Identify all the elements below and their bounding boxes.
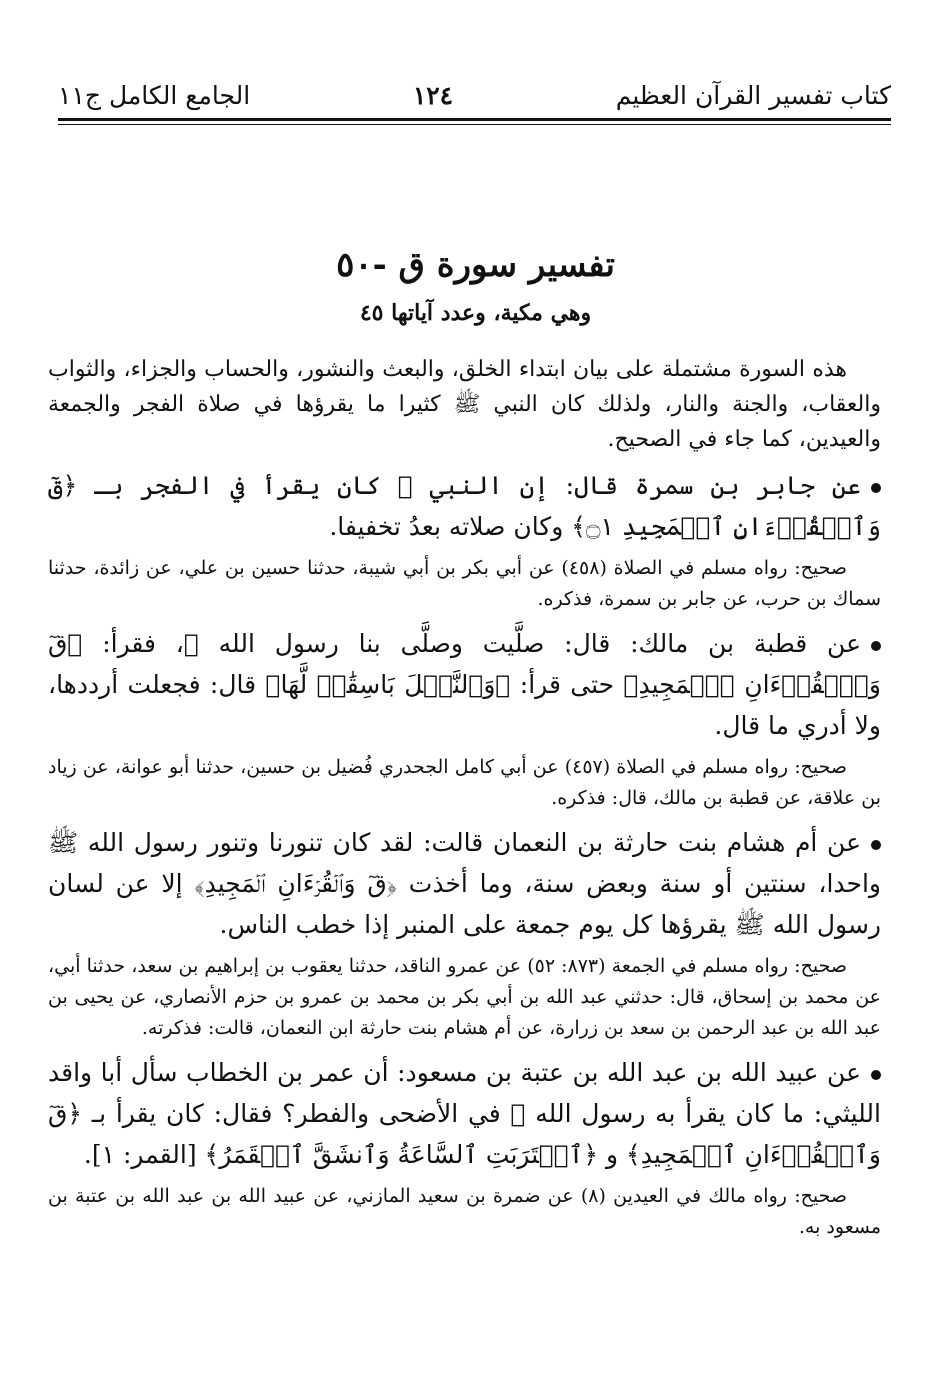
hadith-2	[48, 623, 881, 746]
book-title: كتاب تفسير القرآن العظيم	[615, 80, 891, 110]
bullet-icon	[871, 641, 881, 651]
header-rule-thick	[58, 118, 891, 121]
hadith-text: عن جابر بن سمرة قال: إن النبي ﷺ كان يقرأ في الفجر بـ ﴿قٓ وَٱلۡقُرۡءَانِ ٱلۡمَجِيدِ ۝١﴾ وكان صلاته بعدُ تخفيفا.	[48, 471, 881, 541]
header-rule-thin	[58, 124, 891, 125]
hadith-1	[48, 465, 881, 547]
hadith-2-reference: صحيح: رواه مسلم في الصلاة (٤٥٧) عن أبي كامل الجحدري فُضيل بن حسين، حدثنا أبو عوانة، عن زياد بن علاقة، عن قطبة بن مالك، قال: فذكره.	[48, 756, 881, 809]
bullet-icon	[871, 1070, 881, 1080]
hadith-4	[48, 1052, 881, 1175]
hadith-text: عن أم هشام بنت حارثة بن النعمان قالت: لقد كان تنورنا وتنور رسول الله ﷺ واحدا، سنتين أو سنة وبعض سنة، وما أخذت ﴿قٓ وَٱلۡقُرۡءَانِ ٱلۡمَجِيدِ﴾ إلا عن لسان رسول الله ﷺ يقرؤها كل يوم جمعة على المنبر إذا خطب الناس.	[48, 828, 881, 939]
surah-title: تفسير سورة ق -٥٠	[336, 245, 615, 285]
bullet-icon	[871, 840, 881, 850]
hadith-3	[48, 822, 881, 945]
hadith-4-reference: صحيح: رواه مالك في العيدين (٨) عن ضمرة بن سعيد المازني، عن عبيد الله بن عبد الله بن عتبة بن مسعود به.	[48, 1185, 881, 1238]
surah-subtitle: وهي مكية، وعدد آياتها ٤٥	[359, 300, 592, 326]
hadith-1-reference: صحيح: رواه مسلم في الصلاة (٤٥٨) عن أبي بكر بن أبي شيبة، حدثنا حسين بن علي، عن زائدة، حدثنا سماك بن حرب، عن جابر بن سمرة، فذكره.	[48, 557, 881, 610]
page-number: ١٢٤	[412, 80, 454, 110]
page-header	[58, 70, 891, 120]
hadith-text: عن عبيد الله بن عبد الله بن عتبة بن مسعود: أن عمر بن الخطاب سأل أبا واقد الليثي: ما كان يقرأ به رسول الله ﷺ في الأضحى والفطر؟ فقال: كان يقرأ بـ ﴿قٓ وَٱلۡقُرۡءَانِ ٱلۡمَجِيدِ﴾ و ﴿ٱقۡتَرَبَتِ ٱلسَّاعَةُ وَٱنشَقَّ ٱلۡقَمَرُ﴾ [القمر: ١].	[48, 1058, 881, 1169]
hadith-text: عن قطبة بن مالك: قال: صلَّيت وصلَّى بنا رسول الله ﷺ، فقرأ: ﴿قٓ وَٱلۡقُرۡءَانِ ٱلۡمَجِيدِ﴾ حتى قرأ: ﴿وَٱلنَّخۡلَ بَاسِقَٰتٖ لَّهَا﴾ قال: فجعلت أرددها، ولا أدري ما قال.	[48, 629, 881, 740]
volume-label: الجامع الكامل ج١١	[58, 80, 251, 110]
intro-paragraph: هذه السورة مشتملة على بيان ابتداء الخلق، والبعث والنشور، والحساب والجزاء، والثواب والعقاب، والجنة والنار، ولذلك كان النبي ﷺ كثيرا ما يقرؤها في صلاة الفجر والجمعة والعيدين، كما جاء في الصحيح.	[48, 357, 881, 452]
bullet-icon	[871, 483, 881, 493]
page-body	[48, 352, 881, 1251]
hadith-3-reference: صحيح: رواه مسلم في الجمعة (٨٧٣: ٥٢) عن عمرو الناقد، حدثنا يعقوب بن إبراهيم بن سعد، حدثنا أبي، عن محمد بن إسحاق، قال: حدثني عبد الله بن أبي بكر بن محمد بن عمرو بن حزم الأنصاري، عن يحيى بن عبد الله بن عبد الرحمن بن سعد بن زرارة، عن أم هشام بنت حارثة ابن النعمان، قالت: فذكرته.	[48, 955, 881, 1039]
